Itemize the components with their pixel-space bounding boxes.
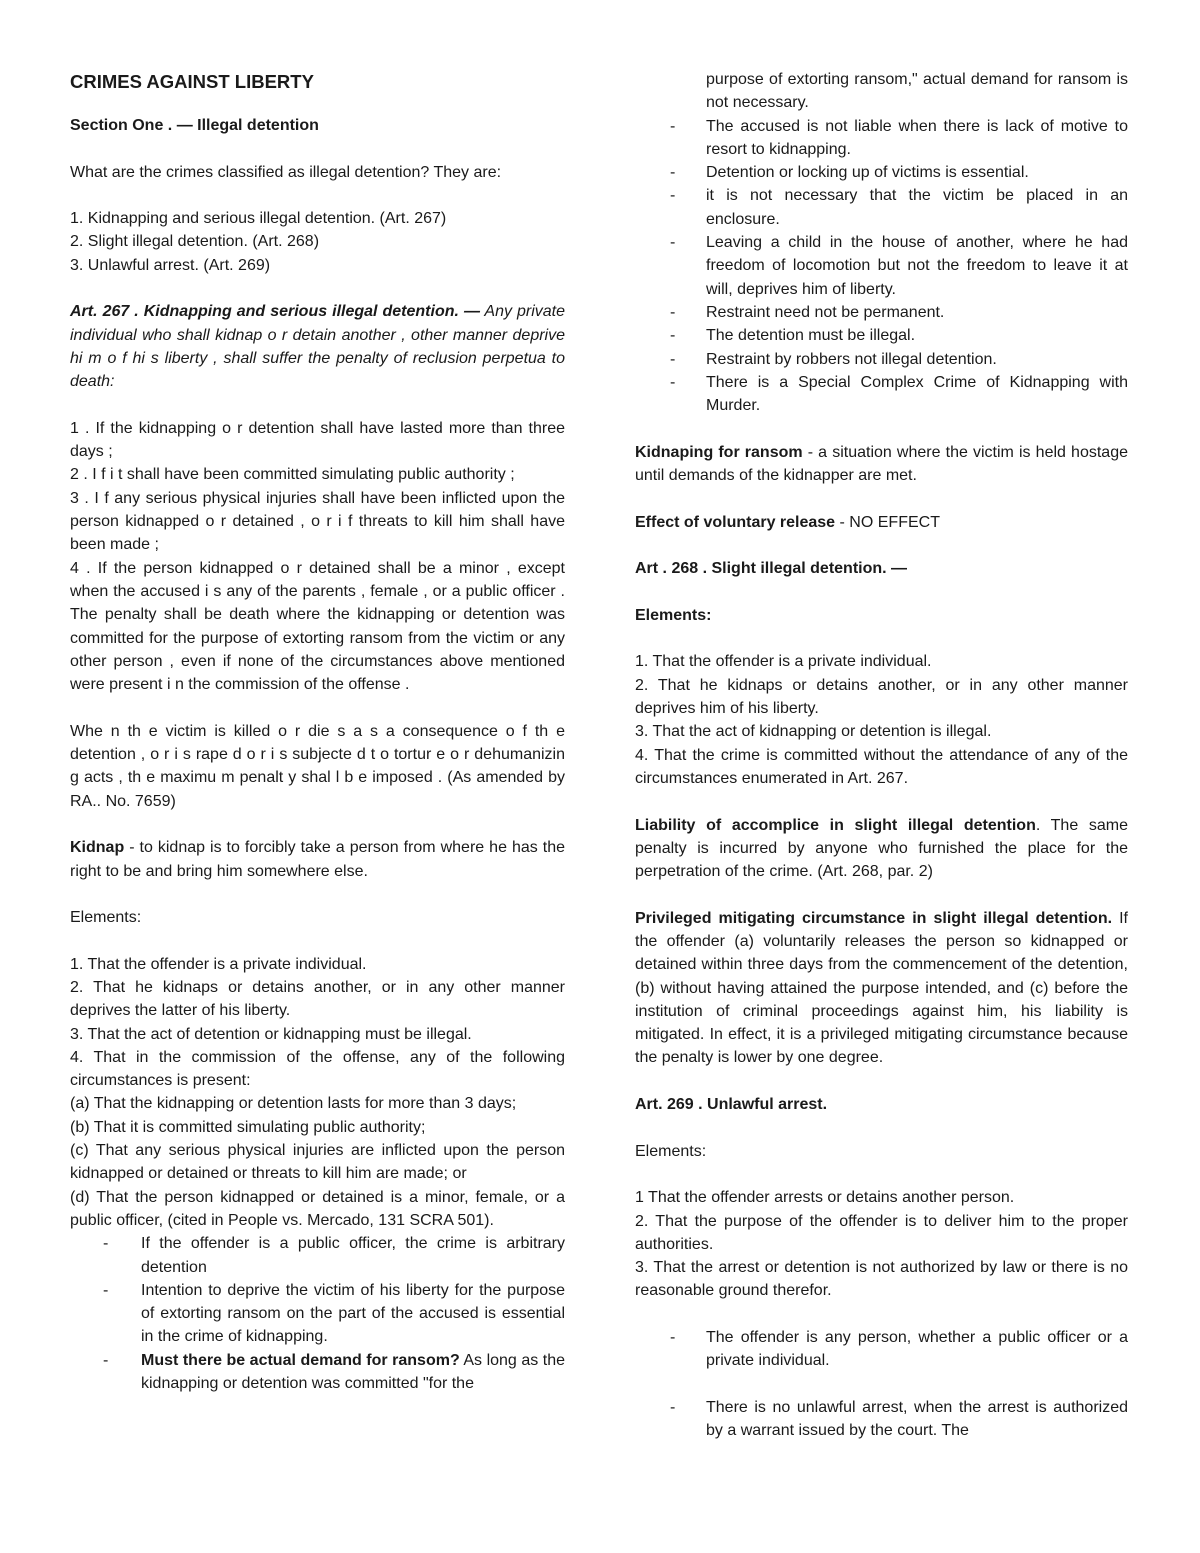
bullet-item <box>635 184 1128 231</box>
bullet-continuation <box>635 68 1128 115</box>
crimes-list-item: 2. Slight illegal detention. (Art. 268) <box>70 233 320 251</box>
release-def-text: - NO EFFECT <box>835 513 940 531</box>
document-title: CRIMES AGAINST LIBERTY <box>70 71 314 92</box>
kidnap-definition <box>70 836 565 883</box>
bullet-text: The detention must be illegal. <box>706 327 916 345</box>
element-item: 3. That the act of kidnapping or detention is illegal. <box>635 723 992 741</box>
right-column <box>635 68 1128 1443</box>
dash-bullet: - <box>103 1235 109 1253</box>
elements-label-bold: Elements: <box>635 606 712 624</box>
bullet-item <box>70 1232 565 1279</box>
element-item: (b) That it is committed simulating public authority; <box>70 1118 426 1136</box>
bullet-item <box>635 301 1128 324</box>
element-item: 4. That in the commission of the offense, any of the following circumstances is present: <box>70 1048 565 1090</box>
ransom-definition <box>635 441 1128 488</box>
dash-bullet: - <box>103 1351 109 1369</box>
art267-item: 3 . I f any serious physical injuries shall have been inflicted upon the person kidnapped o r detained , o r i f threats to kill him shall have been made ; <box>70 489 565 554</box>
element-item: 3. That the act of detention or kidnapping must be illegal. <box>70 1025 472 1043</box>
privileged-term: Privileged mitigating circumstance in slight illegal detention. <box>635 909 1113 927</box>
bullet-item <box>70 1279 565 1349</box>
bullet-text: Restraint need not be permanent. <box>706 303 945 321</box>
art269-heading: Art. 269 . Unlawful arrest. <box>635 1096 828 1114</box>
voluntary-release <box>635 511 1128 534</box>
accomplice-def-text: . The same penalty is incurred by anyone who furnished the place for the perpetration of the crime. (Art. 268, par. 2) <box>635 816 1128 881</box>
bullet-text: There is no unlawful arrest, when the arrest is authorized by a warrant issued by the court. The <box>706 1398 1128 1440</box>
bullet-text: Detention or locking up of victims is essential. <box>706 164 1029 182</box>
bullet-item <box>635 348 1128 371</box>
dash-bullet: - <box>103 1281 109 1299</box>
art267-item: 4 . If the person kidnapped o r detained shall be a minor , except when the accused i s any of the parents , female , or a public officer . The penalty shall be death where the kidnapping or detention was committed for the purpose of extorting ransom from the victim or any other person , even if none of the circumstances above mentioned were present i n the commission of the offense . <box>70 559 565 694</box>
element-item: (a) That the kidnapping or detention lasts for more than 3 days; <box>70 1095 517 1113</box>
element-item: 1. That the offender is a private individual. <box>635 653 932 671</box>
bullet-text: purpose of extorting ransom," actual demand for ransom is not necessary. <box>706 71 1128 112</box>
intro-question: What are the crimes classified as illegal detention? They are: <box>70 163 502 181</box>
privileged-mitigating <box>635 907 1128 1070</box>
crimes-list-item: 3. Unlawful arrest. (Art. 269) <box>70 256 271 274</box>
dash-bullet: - <box>670 117 676 135</box>
bullet-item <box>70 1349 565 1396</box>
bullet-item <box>635 1396 1128 1443</box>
bullet-text: If the offender is a public officer, the crime is arbitrary detention <box>141 1235 565 1276</box>
bullet-text: The accused is not liable when there is lack of motive to resort to kidnapping. <box>706 117 1128 158</box>
element-item: (c) That any serious physical injuries are inflicted upon the person kidnapped or detained or threats to kill him are made; or <box>70 1142 565 1183</box>
dash-bullet: - <box>670 1329 676 1347</box>
crimes-list-item: 1. Kidnapping and serious illegal detention. (Art. 267) <box>70 210 447 228</box>
dash-bullet: - <box>670 164 676 182</box>
element-item: 2. That the purpose of the offender is to deliver him to the proper authorities. <box>635 1212 1128 1253</box>
dash-bullet: - <box>670 187 676 205</box>
bullet-item <box>635 231 1128 301</box>
bullet-item <box>635 115 1128 162</box>
dash-bullet: - <box>670 1398 676 1416</box>
art267-item: 1 . If the kidnapping o r detention shall have lasted more than three days ; <box>70 419 565 461</box>
ransom-term: Kidnaping for ransom <box>635 443 803 461</box>
bullet-item <box>635 324 1128 347</box>
left-column <box>70 68 565 1395</box>
accomplice-liability <box>635 814 1128 884</box>
art267-item: 2 . I f i t shall have been committed simulating public authority ; <box>70 466 515 484</box>
section-heading: Section One . — Illegal detention <box>70 117 319 134</box>
bullet-item <box>635 1326 1128 1373</box>
bullet-question: Must there be actual demand for ransom? <box>141 1351 460 1369</box>
dash-bullet: - <box>670 303 676 321</box>
bullet-text: it is not necessary that the victim be placed in an enclosure. <box>706 187 1128 228</box>
dash-bullet: - <box>670 373 676 391</box>
privileged-def-text: If the offender (a) voluntarily releases the person so kidnapped or detained within three days from the commencement of the detention, (b) without having attained the purpose intended, and (c) before the institution of criminal proceedings against him, his liability is mitigated. In effect, it is a privileged mitigating circumstance because the penalty is lower by one degree. <box>635 909 1129 1067</box>
art268-heading: Art . 268 . Slight illegal detention. — <box>635 560 908 578</box>
elements-label: Elements: <box>70 909 142 927</box>
accomplice-term: Liability of accomplice in slight illegal detention <box>635 816 1036 834</box>
bullet-text: Restraint by robbers not illegal detention. <box>706 350 997 368</box>
bullet-text: Leaving a child in the house of another, where he had freedom of locomotion but not the freedom to leave it at will, deprives him of liberty. <box>706 234 1128 298</box>
element-item: (d) That the person kidnapped or detained is a minor, female, or a public officer, (cited in People vs. Mercado, 131 SCRA 501). <box>70 1188 565 1229</box>
element-item: 1. That the offender is a private individual. <box>70 955 367 973</box>
bullet-text: As long as the kidnapping or detention was committed "for the <box>141 1351 565 1393</box>
element-item: 2. That he kidnaps or detains another, or in any other manner deprives the latter of his liberty. <box>70 978 565 1020</box>
kidnap-def-text: - to kidnap is to forcibly take a person from where he has the right to be and bring him somewhere else. <box>70 839 565 880</box>
element-item: 2. That he kidnaps or detains another, or in any other manner deprives him of his liberty. <box>635 676 1128 718</box>
kidnap-term: Kidnap <box>70 839 125 857</box>
dash-bullet: - <box>670 327 676 345</box>
art267-paragraph <box>70 300 565 393</box>
bullet-text: The offender is any person, whether a public officer or a private individual. <box>706 1329 1128 1370</box>
dash-bullet: - <box>670 350 676 368</box>
bullet-item <box>635 161 1128 184</box>
release-term: Effect of voluntary release <box>635 513 836 531</box>
elements-label: Elements: <box>635 1142 707 1160</box>
ransom-def-text: - a situation where the victim is held hostage until demands of the kidnapper are met. <box>635 443 1128 485</box>
dash-bullet: - <box>670 234 676 252</box>
element-item: 4. That the crime is committed without the attendance of any of the circumstances enumerated in Art. 267. <box>635 746 1128 787</box>
art267-heading: Art. 267 . Kidnapping and serious illegal detention. — <box>70 303 480 321</box>
bullet-text: Intention to deprive the victim of his liberty for the purpose of extorting ransom on the part of the accused is essential in the crime of kidnapping. <box>141 1281 565 1346</box>
bullet-item <box>635 371 1128 418</box>
art267-text: Any private individual who shall kidnap o r detain another , other manner deprive hi m o f hi s liberty , shall suffer the penalty of reclusion perpetua to death: <box>70 303 566 391</box>
bullet-text: There is a Special Complex Crime of Kidnapping with Murder. <box>706 373 1128 415</box>
element-item: 3. That the arrest or detention is not authorized by law or there is no reasonable ground therefor. <box>635 1259 1128 1300</box>
victim-killed-paragraph: Whe n th e victim is killed o r die s a s a consequence o f th e detention , o r i s rape d o r i s subjecte d t o tortur e o r dehumanizin g acts , th e maximu m penalt y shal l b e imposed . (As amended by RA.. No. 7659) <box>70 722 565 810</box>
element-item: 1 That the offender arrests or detains another person. <box>635 1189 1015 1207</box>
